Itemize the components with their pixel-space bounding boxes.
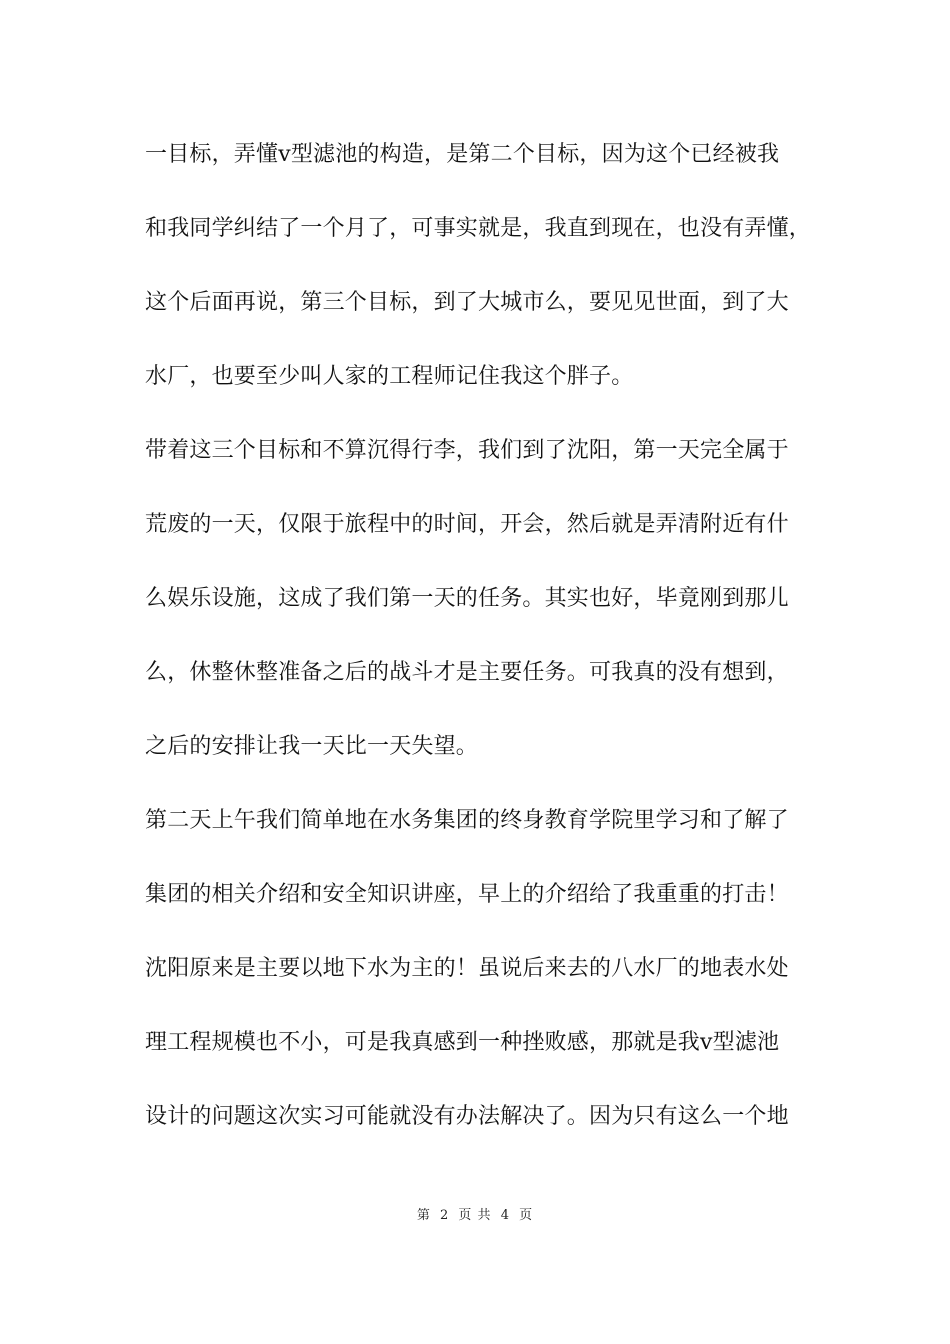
body-text-line: 集团的相关介绍和安全知识讲座，早上的介绍给了我重重的打击！ [145, 882, 789, 907]
body-text-line: 带着这三个目标和不算沉得行李，我们到了沈阳，第一天完全属于 [145, 438, 789, 463]
current-page-number: 2 [440, 1208, 450, 1223]
body-text-line: 设计的问题这次实习可能就没有办法解决了。因为只有这么一个地 [145, 1104, 789, 1129]
footer-prefix: 第 [416, 1208, 431, 1223]
body-text-line: 理工程规模也不小，可是我真感到一种挫败感，那就是我v型滤池 [145, 1030, 780, 1055]
page-footer [0, 1207, 950, 1225]
body-text-line: 一目标，弄懂v型滤池的构造，是第二个目标，因为这个已经被我 [145, 142, 780, 167]
body-text-line: 水厂，也要至少叫人家的工程师记住我这个胖子。 [145, 364, 634, 389]
body-text-line: 沈阳原来是主要以地下水为主的！虽说后来去的八水厂的地表水处 [145, 956, 789, 981]
body-text-line: 荒废的一天，仅限于旅程中的时间，开会，然后就是弄清附近有什 [145, 512, 789, 537]
body-text-line: 之后的安排让我一天比一天失望。 [145, 734, 479, 759]
body-text-line: 第二天上午我们简单地在水务集团的终身教育学院里学习和了解了 [145, 808, 789, 833]
footer-middle: 页 共 [458, 1208, 492, 1223]
body-text-line: 和我同学纠结了一个月了，可事实就是，我直到现在，也没有弄懂， [145, 216, 812, 241]
body-text-line: 么娱乐设施，这成了我们第一天的任务。其实也好，毕竟刚到那儿 [145, 586, 789, 611]
total-pages-number: 4 [500, 1208, 510, 1223]
body-text-line: 这个后面再说，第三个目标，到了大城市么，要见见世面，到了大 [145, 290, 789, 315]
footer-suffix: 页 [519, 1208, 534, 1223]
body-text-line: 么，休整休整准备之后的战斗才是主要任务。可我真的没有想到， [145, 660, 789, 685]
